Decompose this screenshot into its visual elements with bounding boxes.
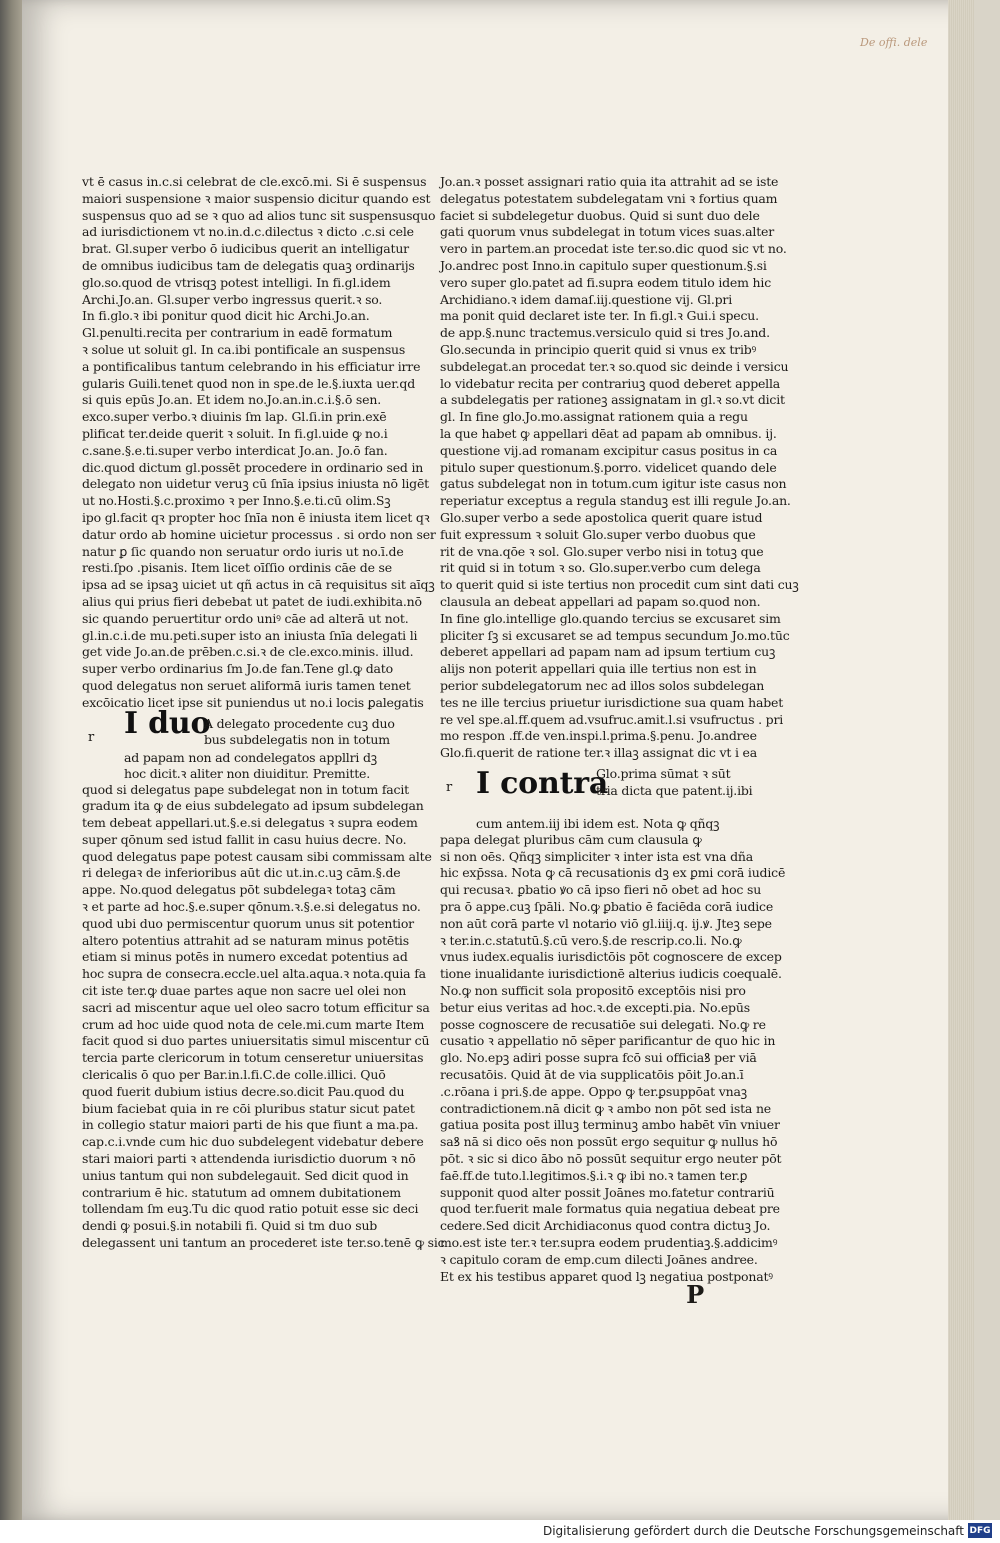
text-line: si non oēs. Qñqꝫ simpliciter ꝛ inter ista est vna dña xyxy=(440,848,753,864)
digitization-credit: Digitalisierung gefördert durch die Deutsche Forschungsgemeinschaft xyxy=(542,1524,964,1538)
text-line: clericalis ō quo per Bar.in.l.fi.C.de colle.illici. Quō xyxy=(82,1067,386,1083)
text-line: pliciter ſꝫ si excusaret se ad tempus secundum Jo.mo.tūc xyxy=(440,627,790,643)
text-line: to querit quid si iste tertius non procedit cum sint dati cuꝫ xyxy=(440,577,799,593)
text-line: altero potentius attrahit ad se naturam minus potētis xyxy=(82,932,409,948)
text-line: saꝸ nā si dico oēs non possūt ergo sequitur ꝙ nullus hō xyxy=(440,1134,778,1150)
text-line: faciet si subdelegetur duobus. Quid si sunt duo dele xyxy=(440,207,760,223)
guide-letter: r xyxy=(88,729,95,745)
text-line: supponit quod alter possit Joānes mo.fatetur contrariū xyxy=(440,1184,775,1200)
text-line: in collegio statur maiori parti de his que fiunt a ma.pa. xyxy=(82,1117,419,1133)
text-line: pōt. ꝛ sic si dico ābo nō possūt sequitur ergo neuter pōt xyxy=(440,1151,782,1167)
text-line: ad papam non ad condelegatos appllri dꝫ xyxy=(124,749,377,765)
text-line: sic quando peruertitur ordo uniꝰ cāe ad alterā ut not. xyxy=(82,610,409,626)
text-line: rit de vna.qōe ꝛ sol. Glo.super verbo nisi in totuꝫ que xyxy=(440,543,764,559)
text-line: questione vij.ad romanam excipitur casus positus in ca xyxy=(440,442,778,458)
initial-heading: I duo xyxy=(124,705,211,741)
text-line: super qōnum sed istud fallit in casu huius decre. No. xyxy=(82,831,407,847)
text-line: faē.ff.de tuto.l.legitimos.§.i.ꝛ ꝙ ibi no.ꝛ tamen ter.ꝑ xyxy=(440,1167,748,1183)
text-line: Glo.super verbo a sede apostolica querit quare istud xyxy=(440,509,763,525)
text-line: mo.est iste ter.ꝛ ter.supra eodem prudentiaꝫ.§.addicimꝰ xyxy=(440,1235,778,1251)
text-line: hic exp̄ssa. Nota ꝙ cā recusationis dꝫ ex ꝑmi corā iudicē xyxy=(440,865,786,881)
text-line: si quis epūs Jo.an. Et idem no.Jo.an.in.c.i.§.ō sen. xyxy=(82,392,381,408)
text-line: vero super glo.patet ad fi.supra eodem titulo idem hic xyxy=(440,274,772,290)
text-line: Jo.andrec post Inno.in capitulo super questionum.§.si xyxy=(440,257,767,273)
text-line: Archi.Jo.an. Gl.super verbo ingressus querit.ꝛ so. xyxy=(82,291,383,307)
left-column-top-text xyxy=(82,174,436,712)
text-line: hoc supra de consecra.eccle.uel alta.aqua.ꝛ nota.quia fa xyxy=(82,966,426,982)
text-line: contradictionem.nā dicit ꝙ ꝛ ambo non pōt sed ista ne xyxy=(440,1100,772,1116)
text-line: ꝛ ter.in.c.statutū.§.cū vero.§.de rescrip.co.li. No.ꝙ xyxy=(440,932,742,948)
dfg-logo: DFG xyxy=(968,1523,992,1538)
text-line: lo videbatur recita per contrariuꝫ quod deberet appella xyxy=(440,375,781,391)
text-line: appe. No.quod delegatus pōt subdelegaꝛ totaꝫ cām xyxy=(82,882,396,898)
text-line: clausula an debeat appellari ad papam so.quod non. xyxy=(440,593,761,609)
initial-below-text xyxy=(124,750,377,784)
text-line: exco.super verbo.ꝛ diuinis ſm lap. Gl.ſi.in prin.exē xyxy=(82,409,387,425)
text-line: quod ubi duo permiscentur quorum unus sit potentior xyxy=(82,915,414,931)
text-line: cit iste ter.ꝙ duae partes aque non sacre uel olei non xyxy=(82,983,407,999)
text-line: Gl.penulti.recita per contrarium in eadē formatum xyxy=(82,325,393,341)
text-line: super verbo ordinarius ſm Jo.de fan.Tene gl.ꝙ dato xyxy=(82,661,393,677)
initial-side-text xyxy=(596,766,752,800)
text-line: ꝛ capitulo coram de emp.cum dilecti Joānes andree. xyxy=(440,1251,758,1267)
text-line: gradum ita ꝙ de eius subdelegato ad ipsum subdelegan xyxy=(82,798,424,814)
text-line: recusatōis. Quid āt de via supplicatōis pōit Jo.an.ī xyxy=(440,1067,744,1083)
text-line: contrarium ē hic. statutum ad omnem dubitationem xyxy=(82,1184,401,1200)
text-line: In fi.glo.ꝛ ibi ponitur quod dicit hic Archi.Jo.an. xyxy=(82,308,370,324)
text-line: ꝛ et parte ad hoc.§.e.super qōnum.ꝛ.§.e.si delegatus no. xyxy=(82,899,421,915)
text-line: ut no.Hosti.§.c.proximo ꝛ per Inno.§.e.ti.cū olim.Sꝫ xyxy=(82,493,391,509)
text-line: vt ē casus in.c.si celebrat de cle.excō.mi. Si ē suspensus xyxy=(82,174,427,189)
text-line: vero in partem.an procedat iste ter.so.dic quod sic vt no. xyxy=(440,241,787,257)
text-line: betur eius veritas ad hoc.ꝛ.de excepti.pia. No.epūs xyxy=(440,999,750,1015)
text-line: rit quid si in totum ꝛ so. Glo.super.verbo cum delega xyxy=(440,560,761,576)
text-line: tione inualidante iurisdictionē alterius iudicis coequalē. xyxy=(440,966,782,982)
text-line: ipo gl.facit qꝛ propter hoc ſnīa non ē iniusta item licet qꝛ xyxy=(82,509,430,525)
text-line: gl.in.c.i.de mu.peti.super isto an iniusta ſnīa delegati li xyxy=(82,627,418,643)
text-line: a subdelegatis per rationeꝫ assignatam in gl.ꝛ so.vt dicit xyxy=(440,392,785,408)
text-line: natur ꝑ ſic quando non seruatur ordo iuris ut no.ī.de xyxy=(82,543,404,559)
text-line: papa delegat pluribus cām cum clausula ꝙ xyxy=(440,831,702,847)
left-column xyxy=(82,174,445,1252)
text-line: ꝛ solue ut soluit gl. In ca.ibi pontificale an suspensus xyxy=(82,341,406,357)
text-line: maiori suspensione ꝛ maior suspensio dicitur quando est xyxy=(82,190,431,206)
text-line: pra ō appe.cuꝫ ſpāli. No.ꝙ ꝑbatio ē faciēda corā iudice xyxy=(440,899,774,915)
text-line: mo respon .ff.de ven.inspi.l.prima.§.penu. Jo.andree xyxy=(440,728,757,744)
text-line: gati quorum vnus subdelegat in totum vices suas.alter xyxy=(440,224,775,240)
text-line: facit quod si duo partes uniuersitatis simul miscentur cū xyxy=(82,1033,430,1049)
margin-annotation: De offi. dele xyxy=(860,36,928,49)
text-line: delegato non uidetur veruꝫ cū ſnīa ipsius iniusta nō ligēt xyxy=(82,476,429,492)
text-line: get vide Jo.an.de prēben.c.si.ꝛ de cle.exco.minis. illud. xyxy=(82,644,414,660)
text-line: qui recusaꝛ. ꝑbatio ꝟo cā ipso fieri nō obet ad hoc su xyxy=(440,882,762,898)
text-line: crum ad hoc uide quod nota de cele.mi.cum marte Item xyxy=(82,1016,425,1032)
text-line: gatiua posita post illuꝫ terminuꝫ ambo habēt vīn vniuer xyxy=(440,1117,780,1133)
text-line: vnus iudex.equalis iurisdictōis pōt cognoscere de excep xyxy=(440,949,782,965)
initial-below-text xyxy=(476,816,719,833)
guide-letter: r xyxy=(446,779,453,795)
text-line: alijs non poterit appellari quia ille tertius non est in xyxy=(440,661,757,677)
text-line: excōicatio licet ipse sit puniendus ut no.i locis ꝑalegatis xyxy=(82,694,424,710)
text-line: Archidiano.ꝛ idem damaſ.iij.questione vij. Gl.pri xyxy=(440,291,733,307)
text-line: deberet appellari ad papam nam ad ipsum tertium cuꝫ xyxy=(440,644,776,660)
text-line: quod ter.fuerit male formatus quia negatiua debeat pre xyxy=(440,1201,780,1217)
text-line: stari maiori parti ꝛ attendenda iurisdictio duorum ꝛ nō xyxy=(82,1151,416,1167)
text-line: tercia parte clericorum in totum censeretur uniuersitas xyxy=(82,1050,424,1066)
text-line: tria dicta que patent.ij.ibi xyxy=(596,782,753,798)
text-line: Glo.prima sūmat ꝛ sūt xyxy=(596,765,731,781)
right-column-bottom-text xyxy=(440,831,786,1286)
text-line: re vel spe.al.ff.quem ad.vsufruc.amit.l.si vsufructus . pri xyxy=(440,711,784,727)
text-line: ma ponit quid declaret iste ter. In fi.gl.ꝛ Gui.i specu. xyxy=(440,308,759,324)
text-line: delegassent uni tantum an procederet iste ter.so.tenē ꝙ sic xyxy=(82,1235,445,1251)
text-line: gatus subdelegat non in totum.cum igitur iste casus non xyxy=(440,476,787,492)
initial-side-text xyxy=(204,716,395,750)
text-line: bium faciebat quia in re cōi pluribus statur sicut patet xyxy=(82,1100,415,1116)
text-line: cusatio ꝛ appellatio nō sēper parificantur de quo hic in xyxy=(440,1033,776,1049)
text-line: ri delegaꝛ de inferioribus aūt dic ut.in.c.uꝫ cām.§.de xyxy=(82,865,401,881)
text-line: bus subdelegatis non in totum xyxy=(204,732,390,748)
text-line: A delegato procedente cuꝫ duo xyxy=(204,715,395,731)
text-line: resti.ſpo .pisanis. Item licet oīſſio ordinis cāe de se xyxy=(82,560,392,576)
text-line: alius qui prius fieri debebat ut patet de iudi.exhibita.nō xyxy=(82,593,422,609)
left-column-bottom-text xyxy=(82,781,445,1252)
text-line: dendi ꝙ posui.§.in notabili fi. Quid si tm duo sub xyxy=(82,1218,378,1234)
text-line: dic.quod dictum gl.possēt procedere in ordinario sed in xyxy=(82,459,424,475)
text-line: glo. No.epꝫ adiri posse supra fcō sui officiaꝸ per viā xyxy=(440,1050,757,1066)
text-line: ad iurisdictionem vt no.in.d.c.dilectus ꝛ dicto .c.si cele xyxy=(82,224,414,240)
text-line: tem debeat appellari.ut.§.e.si delegatus ꝛ supra eodem xyxy=(82,815,418,831)
text-line: etiam si minus potēs in numero excedat potentius ad xyxy=(82,949,408,965)
text-line: quod delegatus pape potest causam sibi commissam alte xyxy=(82,848,432,864)
text-line: gl. In fine glo.Jo.mo.assignat rationem quia a regu xyxy=(440,409,748,425)
text-line: delegatus potestatem subdelegatam vni ꝛ fortius quam xyxy=(440,190,778,206)
text-line: .c.rōana i pri.§.de appe. Oppo ꝙ ter.ꝑsuppōat vnaꝫ xyxy=(440,1083,747,1099)
text-line: brat. Gl.super verbo ō iudicibus querit an intelligatur xyxy=(82,241,409,257)
text-line: hoc dicit.ꝛ aliter non diuiditur. Premitte. xyxy=(124,766,370,782)
text-line: cum antem.iij ibi idem est. Nota ꝙ qñqꝫ xyxy=(476,815,720,831)
text-line: Glo.secunda in principio querit quid si vnus ex tribꝰ xyxy=(440,341,757,357)
text-line: perior subdelegatorum nec ad illos solos subdelegan xyxy=(440,677,765,693)
text-line: plificat ter.deide querit ꝛ soluit. In fi.gl.uide ꝙ no.i xyxy=(82,425,388,441)
text-line: In fine glo.intellige glo.quando tercius se excusaret sim xyxy=(440,610,781,626)
left-initial-block xyxy=(82,705,395,782)
text-line: fuit expressum ꝛ soluit Glo.super verbo duobus que xyxy=(440,526,756,542)
text-line: posse cognoscere de recusatiōe sui delegati. No.ꝙ re xyxy=(440,1016,766,1032)
text-line: pitulo super questionum.§.porro. videlicet quando dele xyxy=(440,459,777,475)
text-line: suspensus quo ad se ꝛ quo ad alios tunc sit suspensusquo xyxy=(82,207,436,223)
right-initial-block xyxy=(440,765,753,832)
text-line: gularis Guili.tenet quod non in spe.de le.§.iuxta uer.qd xyxy=(82,375,416,391)
text-line: No.ꝙ non sufficit sola propositō exceptōis nisi pro xyxy=(440,983,746,999)
text-line: reperiatur exceptus a regula standuꝫ est illi regule Jo.an. xyxy=(440,493,791,509)
right-column-top-text xyxy=(440,174,799,762)
text-line: de omnibus iudicibus tam de delegatis quaꝫ ordinarijs xyxy=(82,257,415,273)
right-column xyxy=(440,174,799,1310)
text-line: glo.so.quod de vtrisqꝫ potest intelligi. In fi.gl.idem xyxy=(82,274,391,290)
text-line: quod delegatus non seruet aliformā iuris tamen tenet xyxy=(82,677,411,693)
text-line: la que habet ꝙ appellari dēat ad papam ab omnibus. ij. xyxy=(440,425,777,441)
text-line: de app.§.nunc tractemus.versiculo quid si tres Jo.and. xyxy=(440,325,770,341)
initial-heading: I contra xyxy=(476,765,609,801)
text-line: Et ex his testibus apparet quod lꝫ negatiua postponatꝰ xyxy=(440,1268,773,1284)
page-edge-stack xyxy=(948,0,974,1520)
text-line: cap.c.i.vnde cum hic duo subdelegent videbatur debere xyxy=(82,1134,424,1150)
text-line: subdelegat.an procedat ter.ꝛ so.quod sic deinde i versicu xyxy=(440,358,789,374)
text-line: unius tantum qui non subdelegauit. Sed dicit quod in xyxy=(82,1167,409,1183)
text-line: cedere.Sed dicit Archidiaconus quod contra dictuꝫ Jo. xyxy=(440,1218,771,1234)
text-line: tollendam ſm euꝫ.Tu dic quod ratio potuit esse sic deci xyxy=(82,1201,419,1217)
text-line: quod fuerit dubium istius decre.so.dicit Pau.quod du xyxy=(82,1083,405,1099)
text-line: quod si delegatus pape subdelegat non in totum facit xyxy=(82,781,409,797)
text-line: Glo.fi.querit de ratione ter.ꝛ illaꝫ assignat dic vt i ea xyxy=(440,745,757,761)
text-line: c.sane.§.e.ti.super verbo interdicat Jo.an. Jo.ō fan. xyxy=(82,442,388,458)
catchword: P xyxy=(686,1280,704,1310)
text-line: datur ordo ab homine uicietur processus . si ordo non ser xyxy=(82,526,436,542)
text-line: ipsa ad se ipsaꝫ uiciet ut qñ actus in cā requisitus sit aīqꝫ xyxy=(82,577,435,593)
text-line: Jo.an.ꝛ posset assignari ratio quia ita attrahit ad se iste xyxy=(440,174,779,189)
text-line: tes ne ille tercius priuetur iurisdictione sua quam habet xyxy=(440,694,784,710)
text-line: a pontificalibus tantum celebrando in his efficiatur irre xyxy=(82,358,421,374)
text-line: sacri ad miscentur aque uel oleo sacro totum efficitur sa xyxy=(82,999,430,1015)
text-line: non aūt corā parte vl notario viō gl.iiij.q. ij.ꝟ. Jteꝫ sepe xyxy=(440,915,772,931)
